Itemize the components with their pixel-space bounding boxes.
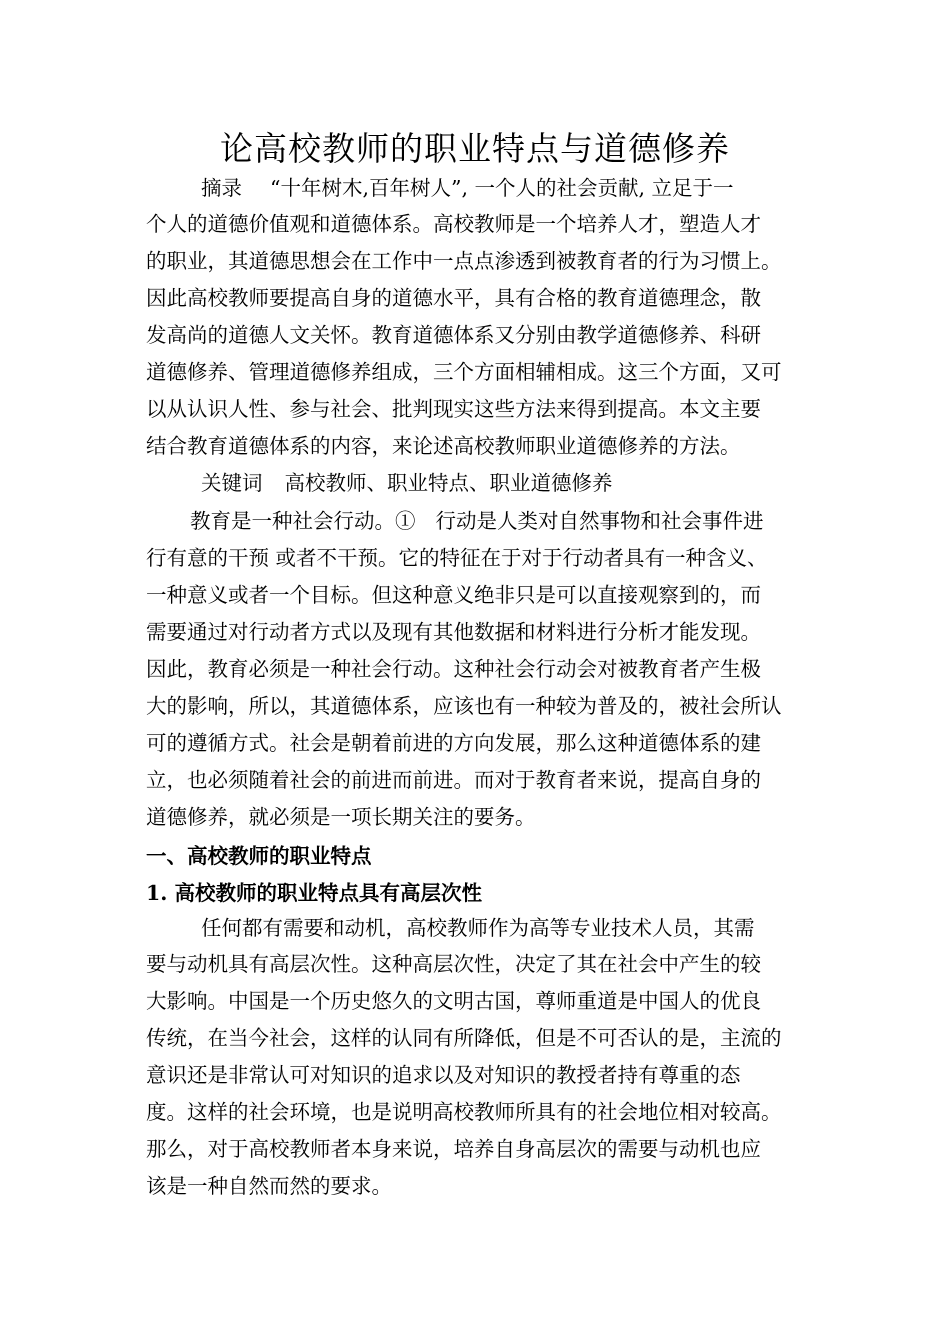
section-line: 意识还是非常认可对知识的追求以及对知识的教授者持有尊重的态 [146,1063,741,1087]
section-line: 该是一种自然而然的要求。 [146,1174,392,1198]
abstract-line: 因此高校教师要提高自身的道德水平，具有合格的教育道德理念，散 [146,286,761,310]
abstract-line: 以从认识人性、参与社会、批判现实这些方法来得到提高。本文主要 [146,397,761,421]
abstract-line: 的职业，其道德思想会在工作中一点点渗透到被教育者的行为习惯上。 [146,249,782,273]
intro-text: 教育是一种社会行动。① [190,509,416,533]
keywords-line [201,465,613,501]
section-line: 大影响。中国是一个历史悠久的文明古国，尊师重道是中国人的优良 [146,989,761,1013]
intro-line: 立，也必须随着社会的前进而前进。而对于教育者来说，提高自身的 [146,768,761,792]
intro-line: 可的遵循方式。社会是朝着前进的方向发展，那么这种道德体系的建 [146,731,761,755]
intro-text: 行动是人类对自然事物和社会事件进 [435,509,764,533]
intro-line: 大的影响，所以，其道德体系，应该也有一种较为普及的，被社会所认 [146,694,782,718]
keywords-label: 关键词 [201,471,263,495]
section-line: 传统，在当今社会，这样的认同有所降低，但是不可否认的是，主流的 [146,1026,782,1050]
section-line: 任何都有需要和动机，高校教师作为高等专业技术人员，其需 [201,916,755,940]
section-heading: 一、高校教师的职业特点 [146,844,372,868]
abstract-line: 结合教育道德体系的内容，来论述高校教师职业道德修养的方法。 [146,434,741,458]
abstract-line: “十年树木,百年树人”, 一个人的社会贡献, 立足于一 [270,176,734,200]
abstract-label: 摘录 [201,176,242,200]
intro-line: 需要通过对行动者方式以及现有其他数据和材料进行分析才能发现。 [146,620,761,644]
intro-line: 因此，教育必须是一种社会行动。这种社会行动会对被教育者产生极 [146,657,761,681]
intro-first-line [190,503,764,539]
keywords-text: 高校教师、职业特点、职业道德修养 [284,471,613,495]
abstract-line: 道德修养、管理道德修养组成，三个方面相辅相成。这三个方面，又可 [146,360,782,384]
abstract-first-line [201,170,734,206]
intro-line: 行有意的干预 或者不干预。它的特征在于对于行动者具有一种含义、 [146,546,768,570]
intro-line: 一种意义或者一个目标。但这种意义绝非只是可以直接观察到的，而 [146,583,761,607]
section-line: 那么，对于高校教师者本身来说，培养自身高层次的需要与动机也应 [146,1137,761,1161]
abstract-line: 发高尚的道德人文关怀。教育道德体系又分别由教学道德修养、科研 [146,323,761,347]
page-title: 论高校教师的职业特点与道德修养 [220,129,730,168]
section-line: 要与动机具有高层次性。这种高层次性，决定了其在社会中产生的较 [146,952,761,976]
abstract-line: 个人的道德价值观和道德体系。高校教师是一个培养人才，塑造人才 [146,212,761,236]
intro-line: 道德修养，就必须是一项长期关注的要务。 [146,805,536,829]
section-line: 度。这样的社会环境，也是说明高校教师所具有的社会地位相对较高。 [146,1100,782,1124]
subsection-heading: 1. 高校教师的职业特点具有高层次性 [146,881,483,905]
